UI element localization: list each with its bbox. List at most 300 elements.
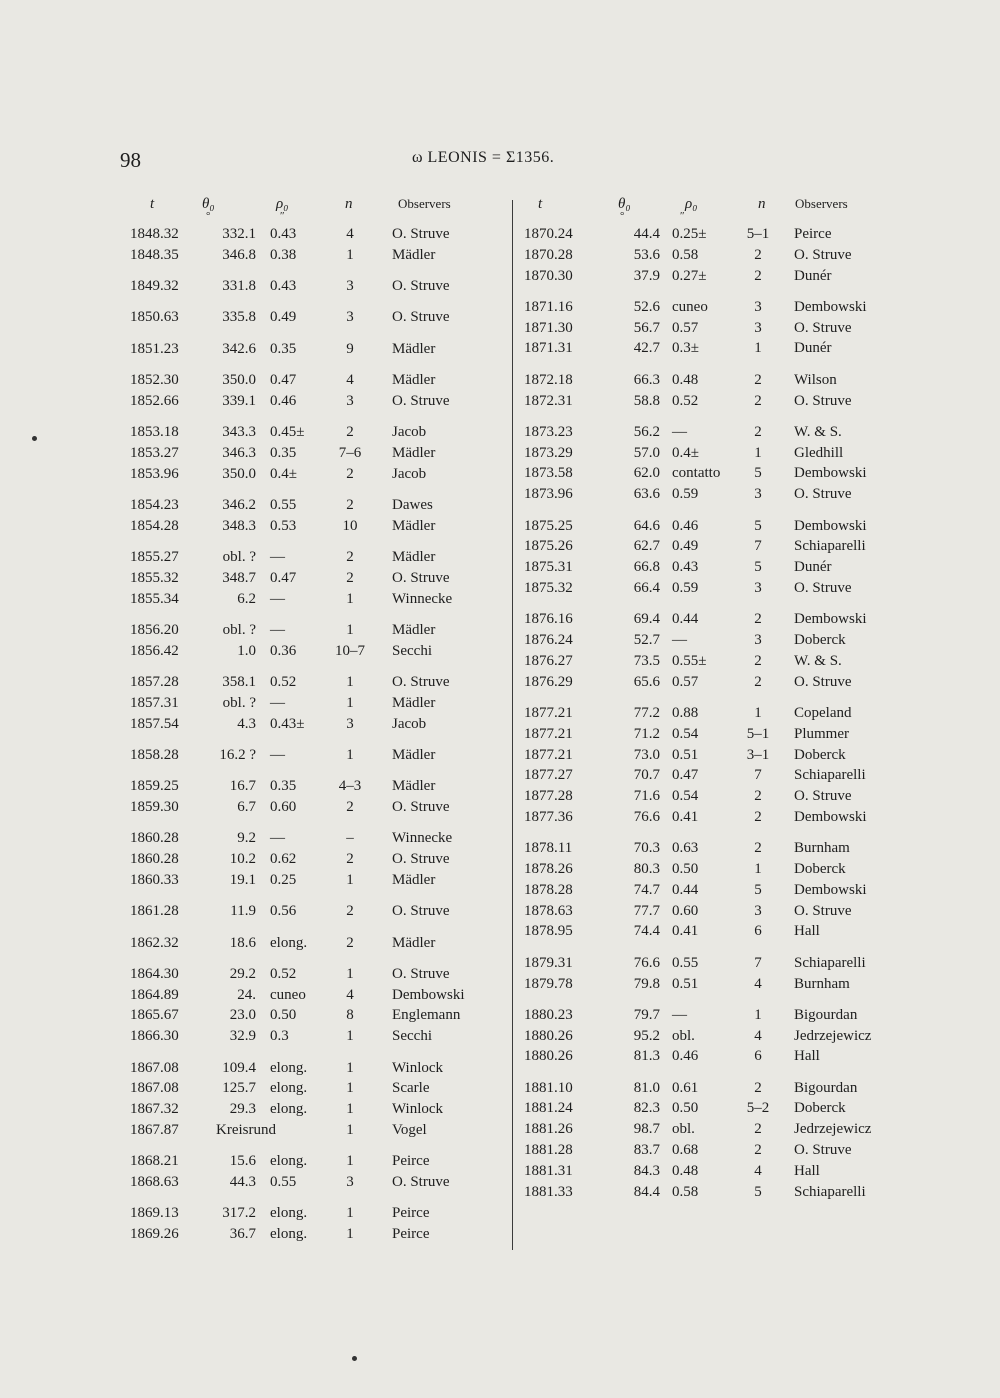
observer-cell: Dembowski: [794, 881, 867, 898]
position-angle-cell: 24.: [237, 986, 256, 1003]
epoch-cell: 1867.32: [130, 1101, 179, 1118]
observer-cell: Dembowski: [794, 465, 867, 482]
position-angle-cell: 37.9: [633, 267, 660, 284]
distance-cell: 0.59: [672, 579, 699, 596]
observer-cell: O. Struve: [392, 278, 450, 295]
distance-cell: 0.41: [672, 808, 699, 825]
distance-cell: 0.36: [270, 642, 297, 659]
observer-cell: O. Struve: [794, 319, 852, 336]
epoch-cell: 1852.66: [130, 392, 179, 409]
epoch-cell: 1877.21: [524, 725, 573, 742]
observer-cell: Mädler: [392, 778, 436, 795]
distance-cell: —: [270, 694, 285, 711]
observer-cell: Peirce: [794, 226, 832, 242]
observer-cell: O. Struve: [392, 1173, 450, 1190]
position-angle-cell: 9.2: [237, 830, 256, 847]
nights-cell: 2: [754, 788, 762, 805]
distance-cell: —: [270, 590, 285, 607]
observer-cell: W. & S.: [794, 652, 842, 669]
position-angle-cell: 76.6: [633, 808, 660, 825]
distance-cell: 0.57: [672, 673, 699, 690]
position-angle-cell: 348.3: [222, 517, 256, 534]
position-angle-cell: obl. ?: [222, 621, 256, 638]
epoch-cell: 1859.30: [130, 799, 179, 816]
distance-cell: obl.: [672, 1121, 695, 1138]
running-title: ω LEONIS = Σ1356.: [412, 149, 555, 166]
position-angle-cell: obl. ?: [222, 694, 256, 711]
distance-cell: 0.3±: [672, 340, 699, 357]
position-angle-cell: 29.2: [229, 965, 256, 982]
distance-cell: 0.43: [672, 559, 699, 576]
distance-cell: 0.46: [672, 517, 699, 534]
observer-cell: Doberck: [794, 632, 846, 649]
position-angle-cell: 53.6: [633, 246, 660, 263]
position-angle-cell: 66.4: [633, 579, 660, 596]
distance-cell: 0.43: [270, 226, 297, 242]
nights-cell: 5: [754, 517, 762, 534]
nights-cell: 2: [754, 267, 762, 284]
epoch-cell: 1868.21: [130, 1153, 179, 1170]
observer-cell: Burnham: [794, 975, 850, 992]
distance-cell: 0.68: [672, 1142, 699, 1159]
observer-cell: Gledhill: [794, 444, 844, 461]
header-rho: ρ₀: [276, 196, 289, 212]
distance-cell: 0.3: [270, 1028, 289, 1045]
position-angle-cell: 16.2 ?: [219, 746, 256, 763]
distance-cell: 0.57: [672, 319, 699, 336]
distance-cell: —: [672, 423, 687, 440]
nights-cell: 2: [754, 611, 762, 628]
nights-cell: 1: [346, 694, 354, 711]
observer-cell: O. Struve: [392, 569, 450, 586]
position-angle-cell: 73.5: [633, 652, 660, 669]
nights-cell: 1: [346, 621, 354, 638]
position-angle-cell: 1.0: [237, 642, 256, 659]
epoch-cell: 1866.30: [130, 1028, 179, 1045]
nights-cell: 3: [346, 392, 354, 409]
observer-cell: Hall: [794, 1162, 820, 1179]
header-theta: θ₀: [202, 196, 215, 212]
nights-cell: 1: [346, 1059, 354, 1076]
position-angle-cell: 10.2: [229, 851, 256, 868]
position-angle-cell: 44.3: [229, 1173, 256, 1190]
header-n: n: [758, 196, 766, 212]
position-angle-cell: 343.3: [222, 424, 256, 441]
epoch-cell: 1853.27: [130, 444, 179, 461]
nights-cell: 10–7: [335, 642, 365, 659]
nights-cell: 3–1: [746, 746, 770, 763]
nights-cell: 7: [754, 954, 762, 971]
header-n: n: [345, 196, 353, 212]
distance-cell: 0.35: [270, 778, 297, 795]
distance-cell: 0.47: [270, 371, 297, 388]
epoch-cell: 1871.30: [524, 319, 573, 336]
header-t: t: [150, 196, 155, 212]
nights-cell: 1: [346, 1226, 354, 1243]
epoch-cell: 1853.96: [130, 465, 179, 482]
nights-cell: 5–2: [746, 1100, 770, 1117]
observer-cell: Mädler: [392, 694, 436, 711]
position-angle-cell: 348.7: [222, 569, 256, 586]
position-angle-cell: 339.1: [222, 392, 256, 409]
observer-cell: Mädler: [392, 871, 436, 888]
observer-cell: O. Struve: [794, 246, 852, 263]
observer-cell: O. Struve: [392, 226, 450, 242]
position-angle-cell: 18.6: [229, 934, 256, 951]
position-angle-cell: 109.4: [222, 1059, 256, 1076]
observer-cell: Mädler: [392, 621, 436, 638]
nights-cell: 7: [754, 538, 762, 555]
epoch-cell: 1862.32: [130, 934, 179, 951]
position-angle-cell: 4.3: [237, 715, 256, 732]
observer-cell: Dawes: [392, 496, 433, 513]
epoch-cell: 1875.26: [524, 538, 573, 555]
header-observers: Observers: [398, 196, 451, 211]
position-angle-cell: 52.6: [633, 298, 660, 315]
position-angle-cell: 82.3: [633, 1100, 660, 1117]
header-theta-unit: °: [206, 210, 211, 222]
epoch-cell: 1875.32: [524, 579, 573, 596]
observer-cell: Mädler: [392, 246, 436, 263]
observer-cell: Englemann: [392, 1007, 461, 1024]
epoch-cell: 1852.30: [130, 371, 179, 388]
observer-cell: Dembowski: [794, 808, 867, 825]
nights-cell: 4: [346, 226, 354, 242]
nights-cell: 5–1: [746, 226, 770, 242]
observer-cell: Doberck: [794, 1100, 846, 1117]
nights-cell: 2: [754, 1142, 762, 1159]
observer-cell: Mädler: [392, 549, 436, 566]
observer-cell: Doberck: [794, 746, 846, 763]
position-angle-cell: 346.3: [222, 444, 256, 461]
nights-cell: 3: [346, 278, 354, 295]
observer-cell: Dunér: [794, 340, 832, 357]
observer-cell: Dunér: [794, 559, 832, 576]
nights-cell: –: [346, 830, 354, 847]
epoch-cell: 1881.26: [524, 1121, 573, 1138]
observer-cell: Winlock: [392, 1101, 444, 1118]
page-number: 98: [120, 148, 141, 172]
distance-cell: elong.: [270, 1101, 308, 1118]
epoch-cell: 1848.32: [130, 226, 179, 242]
position-angle-cell: 58.8: [633, 392, 660, 409]
position-angle-cell: 350.0: [222, 465, 256, 482]
distance-cell: 0.47: [672, 767, 699, 784]
nights-cell: 5: [754, 881, 762, 898]
observer-cell: Doberck: [794, 861, 846, 878]
nights-cell: 1: [346, 871, 354, 888]
position-angle-cell: 81.0: [633, 1079, 660, 1096]
nights-cell: 7–6: [338, 444, 362, 461]
nights-cell: 3: [346, 715, 354, 732]
position-angle-cell: 342.6: [222, 340, 256, 357]
distance-cell: 0.55±: [672, 652, 707, 669]
distance-cell: —: [270, 621, 285, 638]
observer-cell: Mädler: [392, 746, 436, 763]
epoch-cell: 1854.28: [130, 517, 179, 534]
position-angle-cell: 15.6: [229, 1153, 256, 1170]
observer-cell: Peirce: [392, 1205, 430, 1222]
nights-cell: 8: [346, 1007, 354, 1024]
observer-cell: O. Struve: [392, 903, 450, 920]
position-angle-cell: 52.7: [633, 632, 660, 649]
nights-cell: 2: [346, 851, 354, 868]
observer-cell: Dunér: [794, 267, 832, 284]
distance-cell: 0.43: [270, 278, 297, 295]
epoch-cell: 1869.13: [130, 1205, 179, 1222]
nights-cell: 2: [346, 903, 354, 920]
header-t: t: [538, 196, 543, 212]
nights-cell: 4–3: [338, 778, 362, 795]
distance-cell: —: [672, 1006, 687, 1023]
nights-cell: 2: [346, 569, 354, 586]
observer-cell: O. Struve: [794, 902, 852, 919]
nights-cell: 1: [346, 1080, 354, 1097]
epoch-cell: 1878.28: [524, 881, 573, 898]
distance-cell: —: [270, 830, 285, 847]
nights-cell: 1: [346, 965, 354, 982]
nights-cell: 2: [754, 808, 762, 825]
epoch-cell: 1878.95: [524, 923, 573, 940]
distance-cell: 0.46: [672, 1048, 699, 1065]
distance-cell: 0.52: [270, 965, 297, 982]
position-angle-cell: 77.7: [633, 902, 660, 919]
distance-cell: 0.55: [672, 954, 699, 971]
observer-cell: Secchi: [392, 1028, 432, 1045]
nights-cell: 7: [754, 767, 762, 784]
epoch-cell: 1877.21: [524, 746, 573, 763]
ink-speck: [32, 436, 37, 441]
position-angle-cell: 32.9: [229, 1028, 256, 1045]
nights-cell: 3: [754, 298, 762, 315]
epoch-cell: 1880.26: [524, 1027, 573, 1044]
position-angle-cell: 317.2: [222, 1205, 256, 1222]
distance-cell: 0.53: [270, 517, 297, 534]
observer-cell: O. Struve: [392, 309, 450, 326]
observer-cell: Dembowski: [794, 298, 867, 315]
distance-cell: 0.44: [672, 881, 699, 898]
distance-cell: 0.56: [270, 903, 297, 920]
distance-cell: elong.: [270, 1080, 308, 1097]
epoch-cell: 1873.58: [524, 465, 573, 482]
epoch-cell: 1871.16: [524, 298, 573, 315]
position-angle-cell: 346.8: [222, 246, 256, 263]
observer-cell: Vogel: [392, 1121, 427, 1138]
distance-cell: 0.43±: [270, 715, 305, 732]
epoch-cell: 1848.35: [130, 246, 179, 263]
position-angle-cell: 63.6: [633, 486, 660, 503]
nights-cell: 3: [754, 579, 762, 596]
nights-cell: 2: [346, 934, 354, 951]
nights-cell: 1: [346, 590, 354, 607]
distance-cell: 0.58: [672, 1183, 699, 1200]
position-angle-cell: 346.2: [222, 496, 256, 513]
epoch-cell: 1879.78: [524, 975, 573, 992]
epoch-cell: 1872.18: [524, 371, 573, 388]
position-angle-cell: 56.2: [633, 423, 660, 440]
header-theta-unit: °: [620, 210, 625, 222]
position-angle-cell: 74.4: [633, 923, 660, 940]
observer-cell: Schiaparelli: [794, 538, 866, 555]
position-angle-cell: 76.6: [633, 954, 660, 971]
nights-cell: 2: [346, 424, 354, 441]
observer-cell: Burnham: [794, 840, 850, 857]
column-divider: [512, 200, 513, 1250]
epoch-cell: 1876.27: [524, 652, 573, 669]
position-angle-cell: 62.0: [633, 465, 660, 482]
distance-cell: 0.38: [270, 246, 297, 263]
epoch-cell: 1860.28: [130, 851, 179, 868]
position-angle-cell: 81.3: [633, 1048, 660, 1065]
epoch-cell: 1880.23: [524, 1006, 573, 1023]
distance-cell: 0.51: [672, 746, 699, 763]
epoch-cell: 1864.30: [130, 965, 179, 982]
nights-cell: 1: [346, 1205, 354, 1222]
nights-cell: 4: [346, 371, 354, 388]
observer-cell: Secchi: [392, 642, 432, 659]
epoch-cell: 1855.32: [130, 569, 179, 586]
epoch-cell: 1880.26: [524, 1048, 573, 1065]
distance-cell: 0.49: [672, 538, 699, 555]
observer-cell: O. Struve: [794, 1142, 852, 1159]
epoch-cell: 1859.25: [130, 778, 179, 795]
epoch-cell: 1850.63: [130, 309, 179, 326]
nights-cell: 2: [346, 465, 354, 482]
epoch-cell: 1876.24: [524, 632, 573, 649]
epoch-cell: 1881.33: [524, 1183, 573, 1200]
distance-cell: 0.54: [672, 788, 699, 805]
epoch-cell: 1865.67: [130, 1007, 179, 1024]
position-angle-cell: 19.1: [229, 871, 256, 888]
observer-cell: Schiaparelli: [794, 767, 866, 784]
distance-cell: 0.50: [270, 1007, 297, 1024]
nights-cell: 2: [754, 371, 762, 388]
nights-cell: 10: [342, 517, 358, 534]
nights-cell: 6: [754, 923, 762, 940]
epoch-cell: 1875.31: [524, 559, 573, 576]
position-angle-cell: 73.0: [633, 746, 660, 763]
observer-cell: O. Struve: [794, 788, 852, 805]
distance-cell: 0.49: [270, 309, 297, 326]
observer-cell: Copeland: [794, 704, 852, 721]
position-angle-cell: 29.3: [229, 1101, 256, 1118]
epoch-cell: 1860.33: [130, 871, 179, 888]
header-rho-unit: ″: [280, 210, 285, 222]
observer-cell: O. Struve: [794, 579, 852, 596]
distance-cell: 0.47: [270, 569, 297, 586]
distance-cell: 0.35: [270, 444, 297, 461]
nights-cell: 1: [754, 704, 762, 721]
observer-cell: O. Struve: [392, 965, 450, 982]
observer-cell: Mädler: [392, 517, 436, 534]
distance-cell: 0.27±: [672, 267, 707, 284]
position-angle-cell: 79.8: [633, 975, 660, 992]
observer-cell: Plummer: [794, 725, 849, 742]
distance-cell: 0.41: [672, 923, 699, 940]
header-theta: θ₀: [618, 196, 631, 212]
observer-cell: Winnecke: [392, 830, 453, 847]
distance-cell: 0.63: [672, 840, 699, 857]
epoch-cell: 1875.25: [524, 517, 573, 534]
epoch-cell: 1855.34: [130, 590, 179, 607]
nights-cell: 1: [346, 746, 354, 763]
observer-cell: Schiaparelli: [794, 954, 866, 971]
nights-cell: 1: [754, 1006, 762, 1023]
epoch-cell: 1861.28: [130, 903, 179, 920]
observer-cell: Mädler: [392, 444, 436, 461]
distance-cell: 0.58: [672, 246, 699, 263]
epoch-cell: 1877.36: [524, 808, 573, 825]
nights-cell: 2: [346, 799, 354, 816]
nights-cell: 3: [346, 309, 354, 326]
distance-cell: 0.25±: [672, 226, 707, 242]
epoch-cell: 1881.24: [524, 1100, 573, 1117]
epoch-cell: 1854.23: [130, 496, 179, 513]
epoch-cell: 1853.18: [130, 424, 179, 441]
epoch-cell: 1877.21: [524, 704, 573, 721]
distance-cell: 0.51: [672, 975, 699, 992]
position-angle-cell: 16.7: [229, 778, 256, 795]
observer-cell: Bigourdan: [794, 1006, 858, 1023]
distance-cell: obl.: [672, 1027, 695, 1044]
distance-cell: elong.: [270, 1153, 308, 1170]
epoch-cell: 1858.28: [130, 746, 179, 763]
nights-cell: 2: [754, 246, 762, 263]
position-angle-cell: 70.3: [633, 840, 660, 857]
nights-cell: 2: [754, 1079, 762, 1096]
distance-cell: 0.25: [270, 871, 297, 888]
epoch-cell: 1879.31: [524, 954, 573, 971]
epoch-cell: 1876.16: [524, 611, 573, 628]
observer-cell: Jacob: [392, 465, 427, 482]
nights-cell: 5: [754, 1183, 762, 1200]
nights-cell: 5: [754, 559, 762, 576]
distance-cell: 0.46: [270, 392, 297, 409]
epoch-cell: 1877.28: [524, 788, 573, 805]
epoch-cell: 1872.31: [524, 392, 573, 409]
nights-cell: 4: [754, 1027, 762, 1044]
epoch-cell: 1867.08: [130, 1059, 179, 1076]
epoch-cell: 1870.28: [524, 246, 573, 263]
position-angle-cell: 69.4: [633, 611, 660, 628]
observer-cell: Mädler: [392, 934, 436, 951]
nights-cell: 4: [754, 975, 762, 992]
distance-cell: 0.48: [672, 371, 699, 388]
distance-cell: 0.59: [672, 486, 699, 503]
epoch-cell: 1864.89: [130, 986, 179, 1003]
position-angle-cell: 74.7: [633, 881, 660, 898]
position-angle-cell: 6.7: [237, 799, 256, 816]
observer-cell: Jedrzejewicz: [794, 1027, 872, 1044]
nights-cell: 2: [346, 549, 354, 566]
observer-cell: Scarle: [392, 1080, 430, 1097]
distance-cell: 0.35: [270, 340, 297, 357]
position-angle-cell: 23.0: [229, 1007, 256, 1024]
observer-cell: Dembowski: [794, 611, 867, 628]
distance-cell: 0.54: [672, 725, 699, 742]
nights-cell: 4: [754, 1162, 762, 1179]
position-angle-cell: 57.0: [633, 444, 660, 461]
observer-cell: Jacob: [392, 715, 427, 732]
distance-cell: 0.52: [270, 674, 297, 691]
nights-cell: 1: [754, 861, 762, 878]
observer-cell: Mädler: [392, 340, 436, 357]
distance-cell: 0.60: [270, 799, 297, 816]
distance-cell: cuneo: [270, 986, 306, 1003]
distance-cell: 0.44: [672, 611, 699, 628]
nights-cell: 1: [754, 444, 762, 461]
header-observers: Observers: [795, 196, 848, 211]
